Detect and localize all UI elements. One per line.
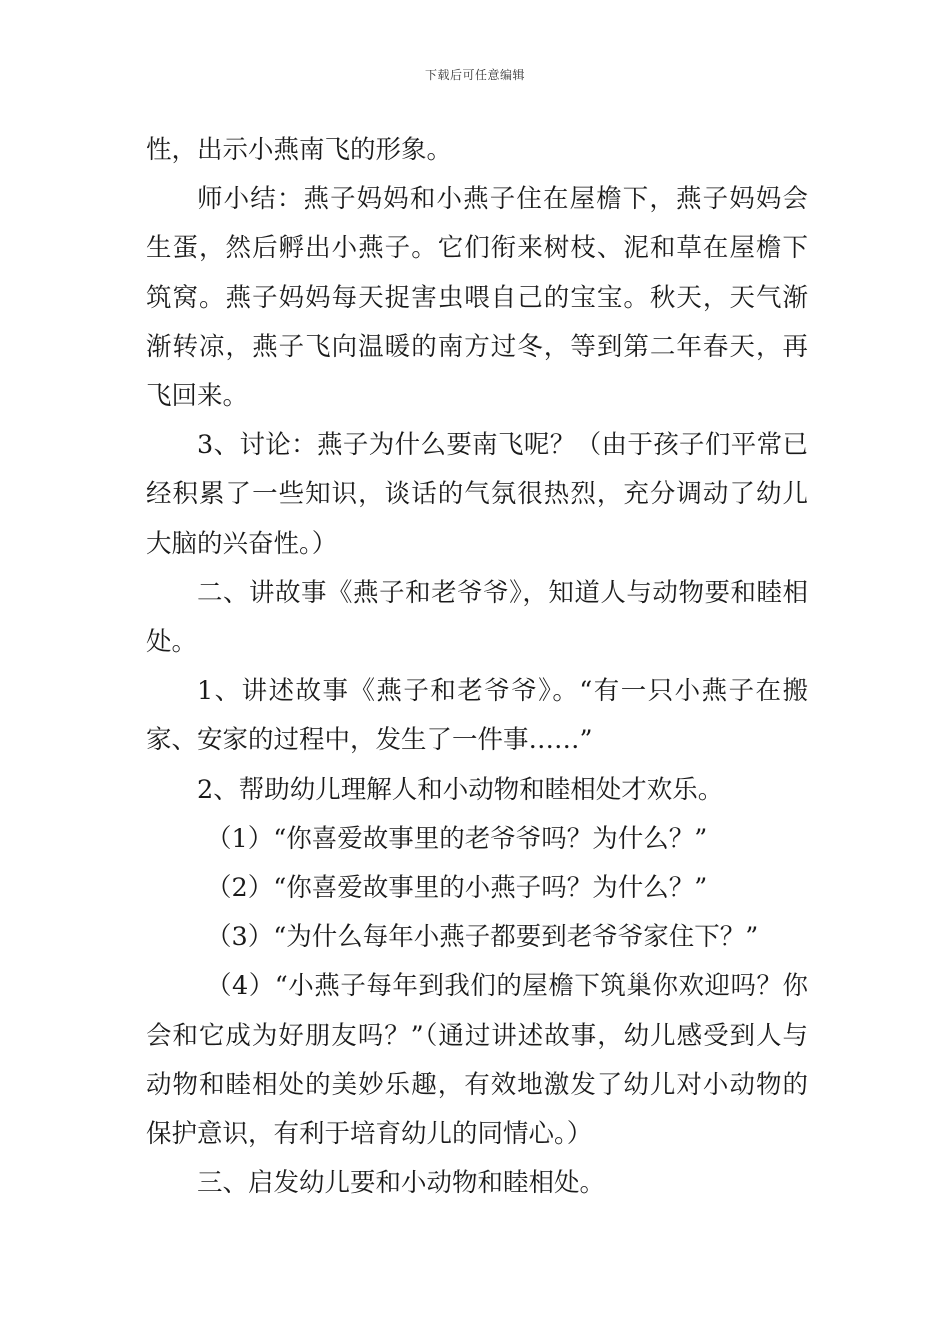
paragraph-discussion: 3、讨论：燕子为什么要南飞呢？（由于孩子们平常已经积累了一些知识，谈话的气氛很热烈，充分调动了幼儿大脑的兴奋性。） (146, 430, 808, 559)
question-4: （4）“小燕子每年到我们的屋檐下筑巢你欢迎吗？你会和它成为好朋友吗？”（通过讲述故事，幼儿感受到人与动物和睦相处的美妙乐趣，有效地激发了幼儿对小动物的保护意识，有利于培育幼儿的同情心。） (146, 971, 808, 1150)
section-heading-two: 二、讲故事《燕子和老爷爷》，知道人与动物要和睦相处。 (146, 577, 808, 658)
section-heading-three: 三、启发幼儿要和小动物和睦相处。 (197, 1168, 606, 1199)
paragraph-continuation: 性，出示小燕南飞的形象。 (146, 135, 453, 165)
paragraph-story: 1、讲述故事《燕子和老爷爷》。“有一只小燕子在搬家、安家的过程中，发生了一件事……” (146, 676, 808, 756)
document-body (146, 126, 808, 1208)
page-header: 下载后可任意编辑 (424, 68, 525, 82)
question-1: （1）“你喜爱故事里的老爷爷吗？为什么？” (206, 823, 708, 854)
paragraph-teacher-summary: 师小结：燕子妈妈和小燕子住在屋檐下，燕子妈妈会生蛋，然后孵出小燕子。它们衔来树枝、泥和草在屋檐下筑窝。燕子妈妈每天捉害虫喂自己的宝宝。秋天，天气渐渐转凉，燕子飞向温暖的南方过冬，等到第二年春天，再飞回来。 (146, 184, 808, 412)
question-3: （3）“为什么每年小燕子都要到老爷爷家住下？” (206, 922, 759, 953)
question-2: （2）“你喜爱故事里的小燕子吗？为什么？” (206, 873, 708, 904)
paragraph-help-understand: 2、帮助幼儿理解人和小动物和睦相处才欢乐。 (197, 774, 724, 805)
